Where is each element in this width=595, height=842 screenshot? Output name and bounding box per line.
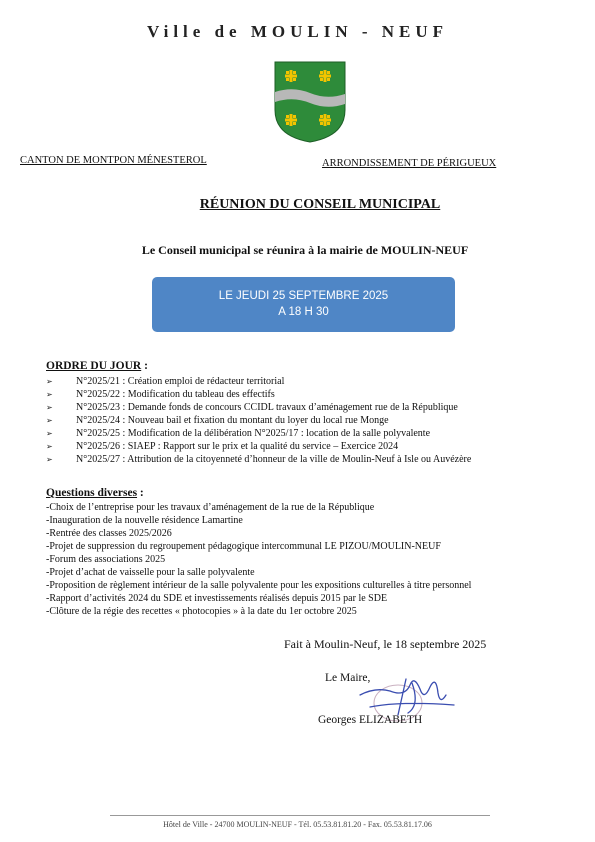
agenda-item [46,401,586,414]
agenda-title [46,360,148,372]
agenda-item [46,375,586,388]
meeting-date-box [152,277,455,332]
town-title: Ville de MOULIN - NEUF [146,22,449,41]
question-item: -Rentrée des classes 2025/2026 [46,528,172,539]
question-item: -Projet de suppression du regroupement pédagogique intercommunal LE PIZOU/MOULIN-NEUF [46,541,441,552]
agenda-item [46,440,586,453]
agenda-item-text: N°2025/21 : Création emploi de rédacteur territorial [76,376,285,387]
agenda-item-text: N°2025/25 : Modification de la délibération N°2025/17 : location de la salle polyvalente [76,428,431,439]
arrow-bullet-icon: ➢ [46,455,53,464]
document-title: RÉUNION DU CONSEIL MUNICIPAL [199,197,441,212]
question-item: -Forum des associations 2025 [46,554,166,565]
agenda-item-text: N°2025/26 : SIAEP : Rapport sur le prix et la qualité du service – Exercice 2024 [76,441,399,452]
arrow-bullet-icon: ➢ [46,442,53,451]
question-item: -Rapport d’activités 2024 du SDE et investissements réalisés depuis 2015 par le SDE [46,593,388,604]
agenda-title-suffix: : [141,360,148,372]
arrondissement-label: ARRONDISSEMENT DE PÉRIGUEUX [322,158,497,169]
document-subtitle: Le Conseil municipal se réunira à la mairie de MOULIN-NEUF [141,243,469,257]
question-item: -Clôture de la régie des recettes « photocopies » à la date du 1er octobre 2025 [46,606,357,617]
canton-label: CANTON DE MONTPON MÉNESTEROL [20,155,207,166]
mayor-name: Georges ELIZABETH [318,714,423,726]
arrow-bullet-icon: ➢ [46,403,53,412]
signature-place-date: Fait à Moulin-Neuf, le 18 septembre 2025 [284,637,487,651]
agenda-title-text: ORDRE DU JOUR [46,360,142,372]
questions-title-suffix: : [137,487,144,499]
questions-list [46,501,586,618]
agenda-item-text: N°2025/22 : Modification du tableau des effectifs [76,389,275,400]
mayor-label: Le Maire, [325,672,371,684]
agenda-item [46,453,586,466]
footer-address: Hôtel de Ville - 24700 MOULIN-NEUF - Tél. 05.53.81.81.20 - Fax. 05.53.81.17.06 [163,820,432,829]
arrow-bullet-icon: ➢ [46,390,53,399]
question-item: -Projet d’achat de vaisselle pour la salle polyvalente [46,567,255,578]
agenda-item-text: N°2025/27 : Attribution de la citoyenneté d’honneur de la ville de Moulin-Neuf à Isle ou Auvézère [76,454,472,465]
agenda-item-text: N°2025/23 : Demande fonds de concours CCIDL travaux d’aménagement rue de la République [76,402,458,413]
questions-title [46,487,144,499]
arrow-bullet-icon: ➢ [46,377,53,386]
question-item: -Choix de l’entreprise pour les travaux d’aménagement de la rue de la République [46,502,375,513]
agenda-item [46,414,586,427]
agenda-item-text: N°2025/24 : Nouveau bail et fixation du montant du loyer du local rue Monge [76,415,389,426]
agenda-item [46,427,586,440]
meeting-time: A 18 H 30 [278,306,329,318]
arrow-bullet-icon: ➢ [46,416,53,425]
question-item: -Proposition de règlement intérieur de la salle polyvalente pour les expositions culturelles à titre personnel [46,580,472,591]
question-item: -Inauguration de la nouvelle résidence Lamartine [46,515,243,526]
coat-of-arms-icon [273,60,347,144]
agenda-list [46,375,586,466]
questions-title-text: Questions diverses [46,487,138,499]
meeting-date: LE JEUDI 25 SEPTEMBRE 2025 [218,290,389,302]
arrow-bullet-icon: ➢ [46,429,53,438]
agenda-item [46,388,586,401]
footer-divider [110,815,490,816]
